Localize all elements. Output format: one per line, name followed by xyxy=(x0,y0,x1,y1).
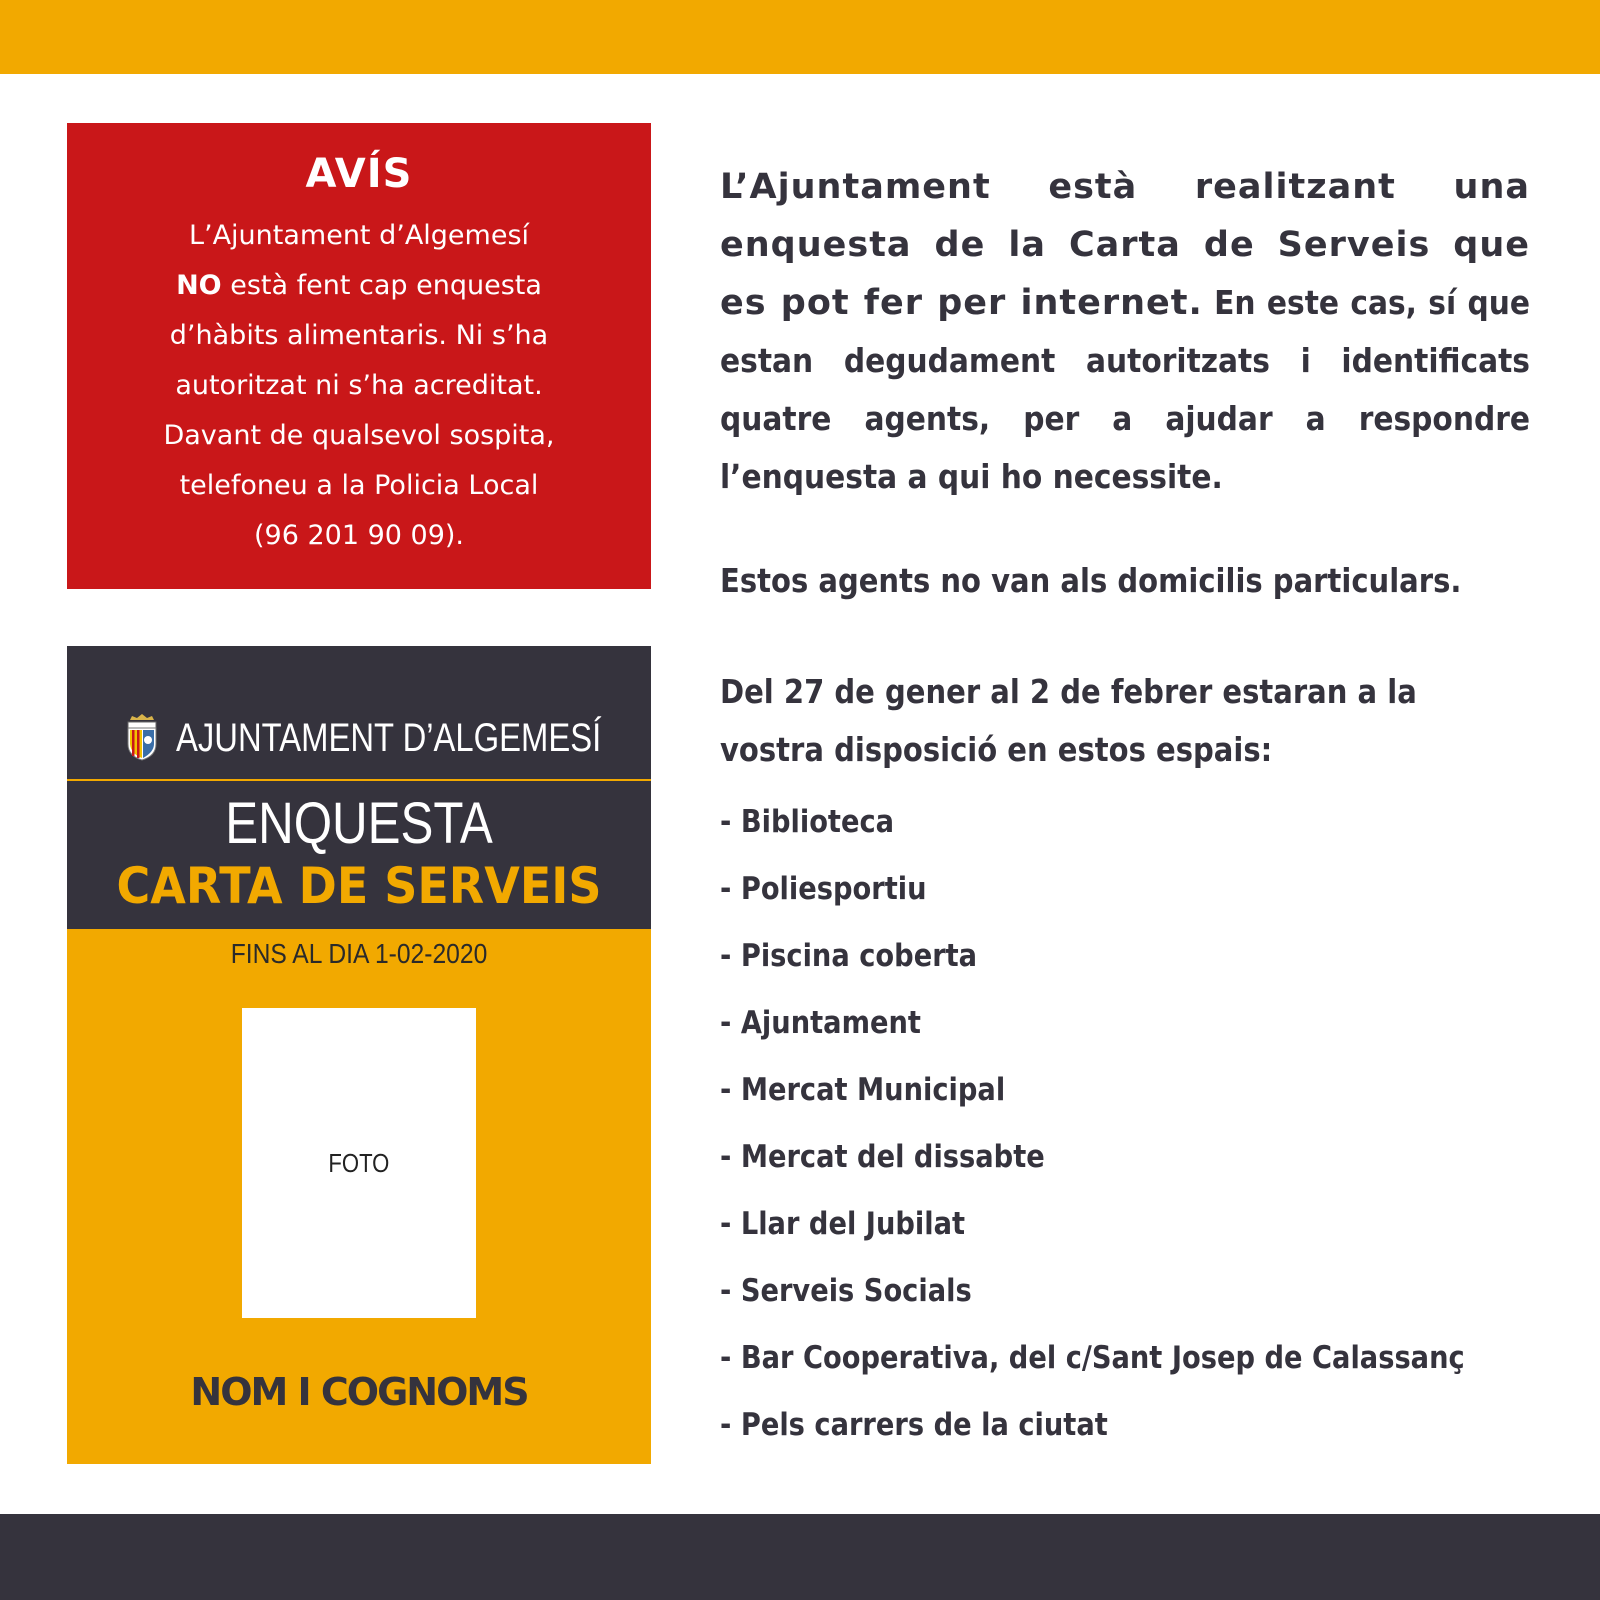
list-item: - Pels carrers de la ciutat xyxy=(720,1407,1108,1443)
card-subtitle: CARTA DE SERVEIS xyxy=(116,857,602,915)
photo-placeholder xyxy=(242,1008,476,1318)
intro-rest: En este cas, sí que estan degudament autoritzats i identificats quatre agents, per a ajudar a respondre l’enquesta a qui ho necessite. xyxy=(720,283,1531,496)
town-crest-icon xyxy=(122,714,162,762)
list-item: - Piscina coberta xyxy=(720,938,978,974)
card-name-label: NOM I COGNOMS xyxy=(190,1370,528,1414)
intro-paragraph xyxy=(720,158,1530,506)
list-item: - Poliesportiu xyxy=(720,871,927,907)
bottom-accent-bar xyxy=(0,1514,1600,1600)
notice-line: (96 201 90 09). xyxy=(253,520,464,551)
list-item: - Biblioteca xyxy=(720,804,895,840)
warning-notice xyxy=(67,123,651,589)
top-accent-bar xyxy=(0,0,1600,74)
list-item: - Serveis Socials xyxy=(720,1273,972,1309)
intro-lead: L’Ajuntament està realitzant una enquesta de la Carta de Serveis que es pot fer per internet. xyxy=(720,167,1530,323)
notice-line: d’hàbits alimentaris. Ni s’ha xyxy=(169,320,549,351)
notice-line: telefoneu a la Policia Local xyxy=(179,470,539,501)
notice-no-emphasis: NO xyxy=(176,270,222,301)
card-title: ENQUESTA xyxy=(225,791,493,856)
card-org-header xyxy=(67,716,651,760)
notice-line-rest: està fent cap enquesta xyxy=(221,270,542,301)
notice-line xyxy=(87,261,631,311)
list-item: - Bar Cooperativa, del c/Sant Josep de Calassanç xyxy=(720,1340,1465,1376)
card-validity: FINS AL DIA 1-02-2020 xyxy=(230,938,488,969)
list-item: - Llar del Jubilat xyxy=(720,1206,966,1242)
list-item: - Ajuntament xyxy=(720,1005,921,1041)
card-org-name: AJUNTAMENT D’ALGEMESÍ xyxy=(176,715,602,760)
card-divider xyxy=(67,779,651,781)
list-item: - Mercat Municipal xyxy=(720,1072,1006,1108)
places-list xyxy=(720,802,1566,1472)
domicilis-note: Estos agents no van als domicilis particulars. xyxy=(720,561,1462,600)
notice-title: AVÍS xyxy=(305,151,413,197)
list-item: - Mercat del dissabte xyxy=(720,1139,1045,1175)
notice-line: L’Ajuntament d’Algemesí xyxy=(188,220,530,251)
notice-line: autoritzat ni s’ha acreditat. xyxy=(175,370,543,401)
notice-body xyxy=(67,211,651,561)
photo-label: FOTO xyxy=(328,1147,390,1178)
dates-paragraph: Del 27 de gener al 2 de febrer estaran a la vostra disposició en estos espais: xyxy=(720,672,1417,769)
notice-line: Davant de qualsevol sospita, xyxy=(163,420,555,451)
agent-id-card xyxy=(67,646,651,1464)
main-content xyxy=(720,158,1531,1443)
